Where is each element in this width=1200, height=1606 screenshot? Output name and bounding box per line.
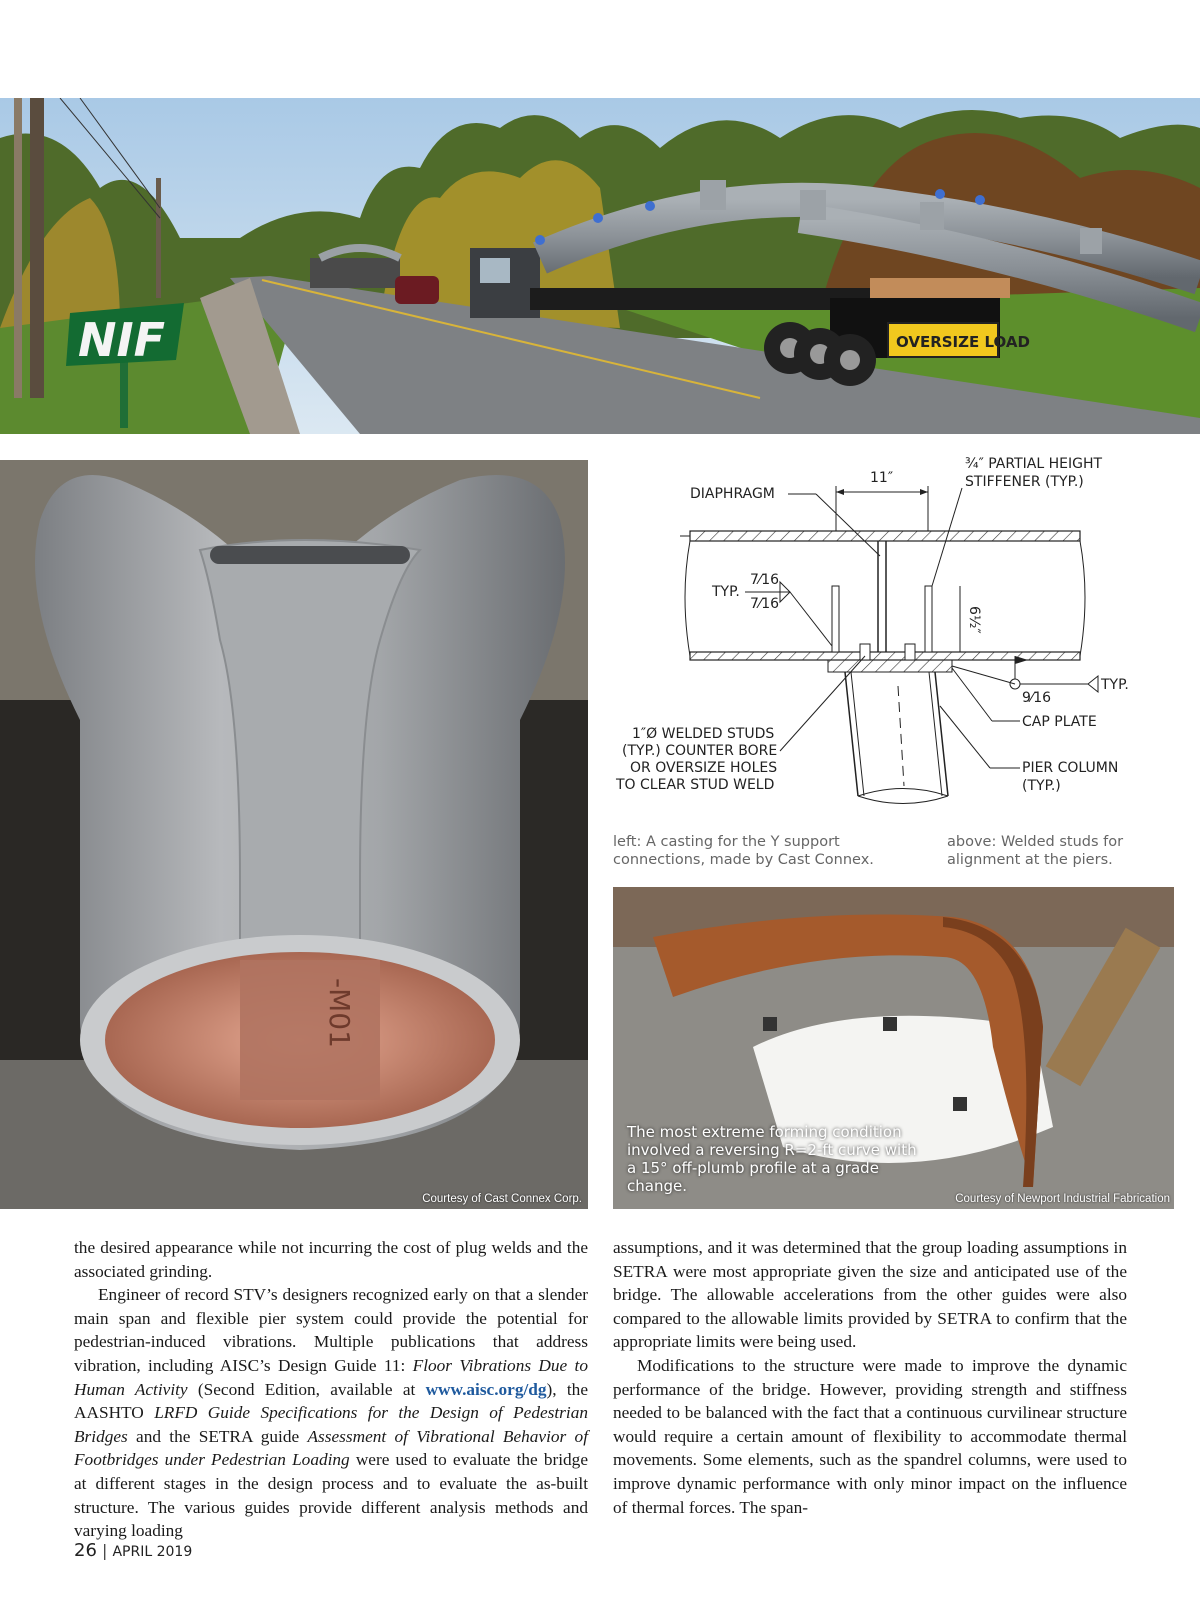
- stiffener-label-line1: ¾″ PARTIAL HEIGHT: [965, 456, 1103, 472]
- weld-size-a: 7⁄16: [750, 572, 780, 588]
- top-photo-truck: [0, 98, 1200, 434]
- studs-label-line1: 1″Ø WELDED STUDS: [632, 726, 775, 742]
- photo-credit-newport: Courtesy of Newport Industrial Fabrication: [955, 1193, 1170, 1205]
- forming-condition-caption: The most extreme forming condition involved a reversing R=2-ft curve with a 15° off-plumb profile at a grade change.: [627, 1123, 917, 1195]
- body-column-left: [74, 1236, 588, 1543]
- photo-credit-cast-connex: Courtesy of Cast Connex Corp.: [422, 1193, 582, 1205]
- caption-above-studs: above: Welded studs for alignment at the piers.: [947, 834, 1124, 868]
- dim-612-label: 6½″: [966, 606, 982, 634]
- body-col2-paragraph1: assumptions, and it was determined that the group loading assumptions in SETRA were most appropriate given the size and anticipated use of the bridge. The allowable accelerations from the other guides were also compared to the allowable limits provided by SETRA to confirm that the appropriate limits were being used.: [613, 1238, 1127, 1352]
- weld-size-c: 9⁄16: [1022, 690, 1052, 706]
- dim-11-label: 11″: [870, 470, 894, 486]
- body-column-right: [613, 1236, 1127, 1519]
- caption-left-casting: left: A casting for the Y support connections, made by Cast Connex.: [613, 834, 874, 868]
- footer-separator: |: [102, 1541, 108, 1560]
- cap-plate-label: CAP PLATE: [1022, 714, 1097, 730]
- oversize-load-text: OVERSIZE LOAD: [896, 333, 1030, 351]
- y-casting-photo: [0, 460, 588, 1209]
- aisc-dg-link[interactable]: www.aisc.org/dg: [425, 1379, 547, 1399]
- svg-text:-M01: -M01: [323, 978, 356, 1048]
- page-number: 26: [74, 1540, 97, 1561]
- welded-studs-diagram: [610, 456, 1200, 824]
- body-col1-paragraph2: Engineer of record STV’s designers recognized early on that a slender main span and flexible pier system could provide the potential for pedestrian-induced vibrations. Multiple publications that address vibration, including AISC’s Design Guide 11: Floor Vibrations Due to Human Activity (Second Edition, available at www.aisc.org/dg), the AASHTO LRFD Guide Specifications for the Design of Pedestrian Bridges and the SETRA guide Assessment of Vibrational Behavior of Footbridges under Pedestrian Loading were used to evaluate the bridge at different stages in the design process and to evaluate the as-built structure. The various guides provide different analysis methods and varying loading: [74, 1285, 588, 1541]
- issue-date: APRIL 2019: [112, 1544, 193, 1560]
- diaphragm-label: DIAPHRAGM: [690, 486, 775, 502]
- pier-label-line2: (TYP.): [1022, 778, 1061, 794]
- studs-label-line4: TO CLEAR STUD WELD: [616, 777, 775, 793]
- stiffener-label-line2: STIFFENER (TYP.): [965, 474, 1084, 490]
- typ-right-label: TYP.: [1101, 677, 1129, 693]
- curved-plate-photo: [613, 887, 1174, 1209]
- nif-sign-text: NIF: [78, 313, 166, 367]
- weld-size-b: 7⁄16: [750, 596, 780, 612]
- body-col1-paragraph1: the desired appearance while not incurring the cost of plug welds and the associated grinding.: [74, 1238, 588, 1281]
- studs-label-line2: (TYP.) COUNTER BORE: [622, 743, 778, 759]
- typ-left-label: TYP.: [712, 584, 740, 600]
- studs-label-line3: OR OVERSIZE HOLES: [630, 760, 778, 776]
- page-footer: [74, 1540, 192, 1561]
- pier-label-line1: PIER COLUMN: [1022, 760, 1119, 776]
- body-col2-paragraph2: Modifications to the structure were made to improve the dynamic performance of the bridge. However, providing strength and stiffness needed to be balanced with the fact that a continuous curvilinear structure would require a certain amount of flexibility to accommodate thermal movements. Some elements, such as the spandrel columns, were used to improve dynamic performance with only minor impact on the influence of thermal forces. The span-: [613, 1355, 1127, 1517]
